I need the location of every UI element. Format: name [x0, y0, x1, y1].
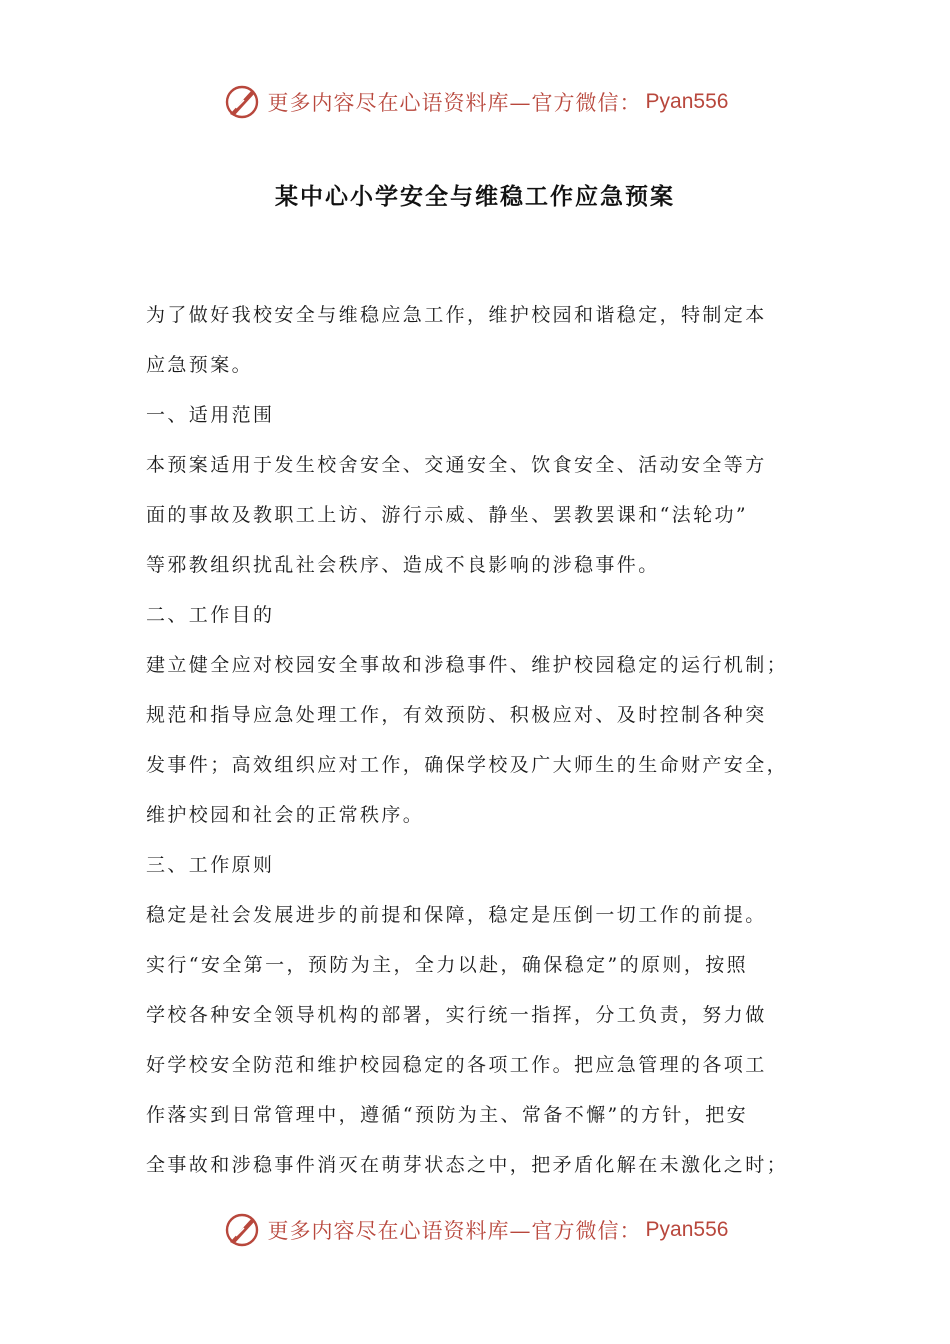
body-line: 为了做好我校安全与维稳应急工作，维护校园和谐稳定，特制定本	[146, 304, 767, 326]
body-line: 维护校园和社会的正常秩序。	[146, 804, 425, 826]
body-line: 面的事故及教职工上访、游行示威、静坐、罢教罢课和“法轮功”	[146, 504, 749, 526]
footer-wechat-id: Pyan556	[645, 1218, 729, 1241]
body-line: 等邪教组织扰乱社会秩序、造成不良影响的涉稳事件。	[146, 554, 660, 576]
section-heading-purpose: 二、工作目的	[146, 604, 275, 626]
quill-pen-logo-icon	[222, 82, 262, 122]
document-body	[146, 290, 826, 1190]
body-line: 规范和指导应急处理工作，有效预防、积极应对、及时控制各种突	[146, 704, 767, 726]
header-banner	[0, 80, 950, 124]
body-line: 建立健全应对校园安全事故和涉稳事件、维护校园稳定的运行机制；	[146, 654, 789, 676]
body-line: 实行“安全第一，预防为主，全力以赴，确保稳定”的原则，按照	[146, 954, 749, 976]
body-line: 发事件；高效组织应对工作，确保学校及广大师生的生命财产安全，	[146, 754, 789, 776]
header-wechat-id: Pyan556	[645, 90, 729, 113]
footer-banner	[0, 1208, 950, 1252]
quill-pen-logo-icon	[222, 1210, 262, 1250]
footer-brand-text: 更多内容尽在心语资料库—官方微信：	[267, 1219, 642, 1243]
section-heading-principles: 三、工作原则	[146, 854, 275, 876]
body-line: 应急预案。	[146, 354, 254, 376]
document-title: 某中心小学安全与维稳工作应急预案	[275, 184, 675, 210]
body-line: 稳定是社会发展进步的前提和保障，稳定是压倒一切工作的前提。	[146, 904, 767, 926]
section-heading-scope: 一、适用范围	[146, 404, 275, 426]
body-line: 学校各种安全领导机构的部署，实行统一指挥，分工负责，努力做	[146, 1004, 767, 1026]
body-line: 好学校安全防范和维护校园稳定的各项工作。把应急管理的各项工	[146, 1054, 767, 1076]
body-line: 全事故和涉稳事件消灭在萌芽状态之中，把矛盾化解在未激化之时；	[146, 1154, 789, 1176]
body-line: 作落实到日常管理中，遵循“预防为主、常备不懈”的方针，把安	[146, 1104, 749, 1126]
body-line: 本预案适用于发生校舍安全、交通安全、饮食安全、活动安全等方	[146, 454, 767, 476]
header-brand-text: 更多内容尽在心语资料库—官方微信：	[267, 91, 642, 115]
